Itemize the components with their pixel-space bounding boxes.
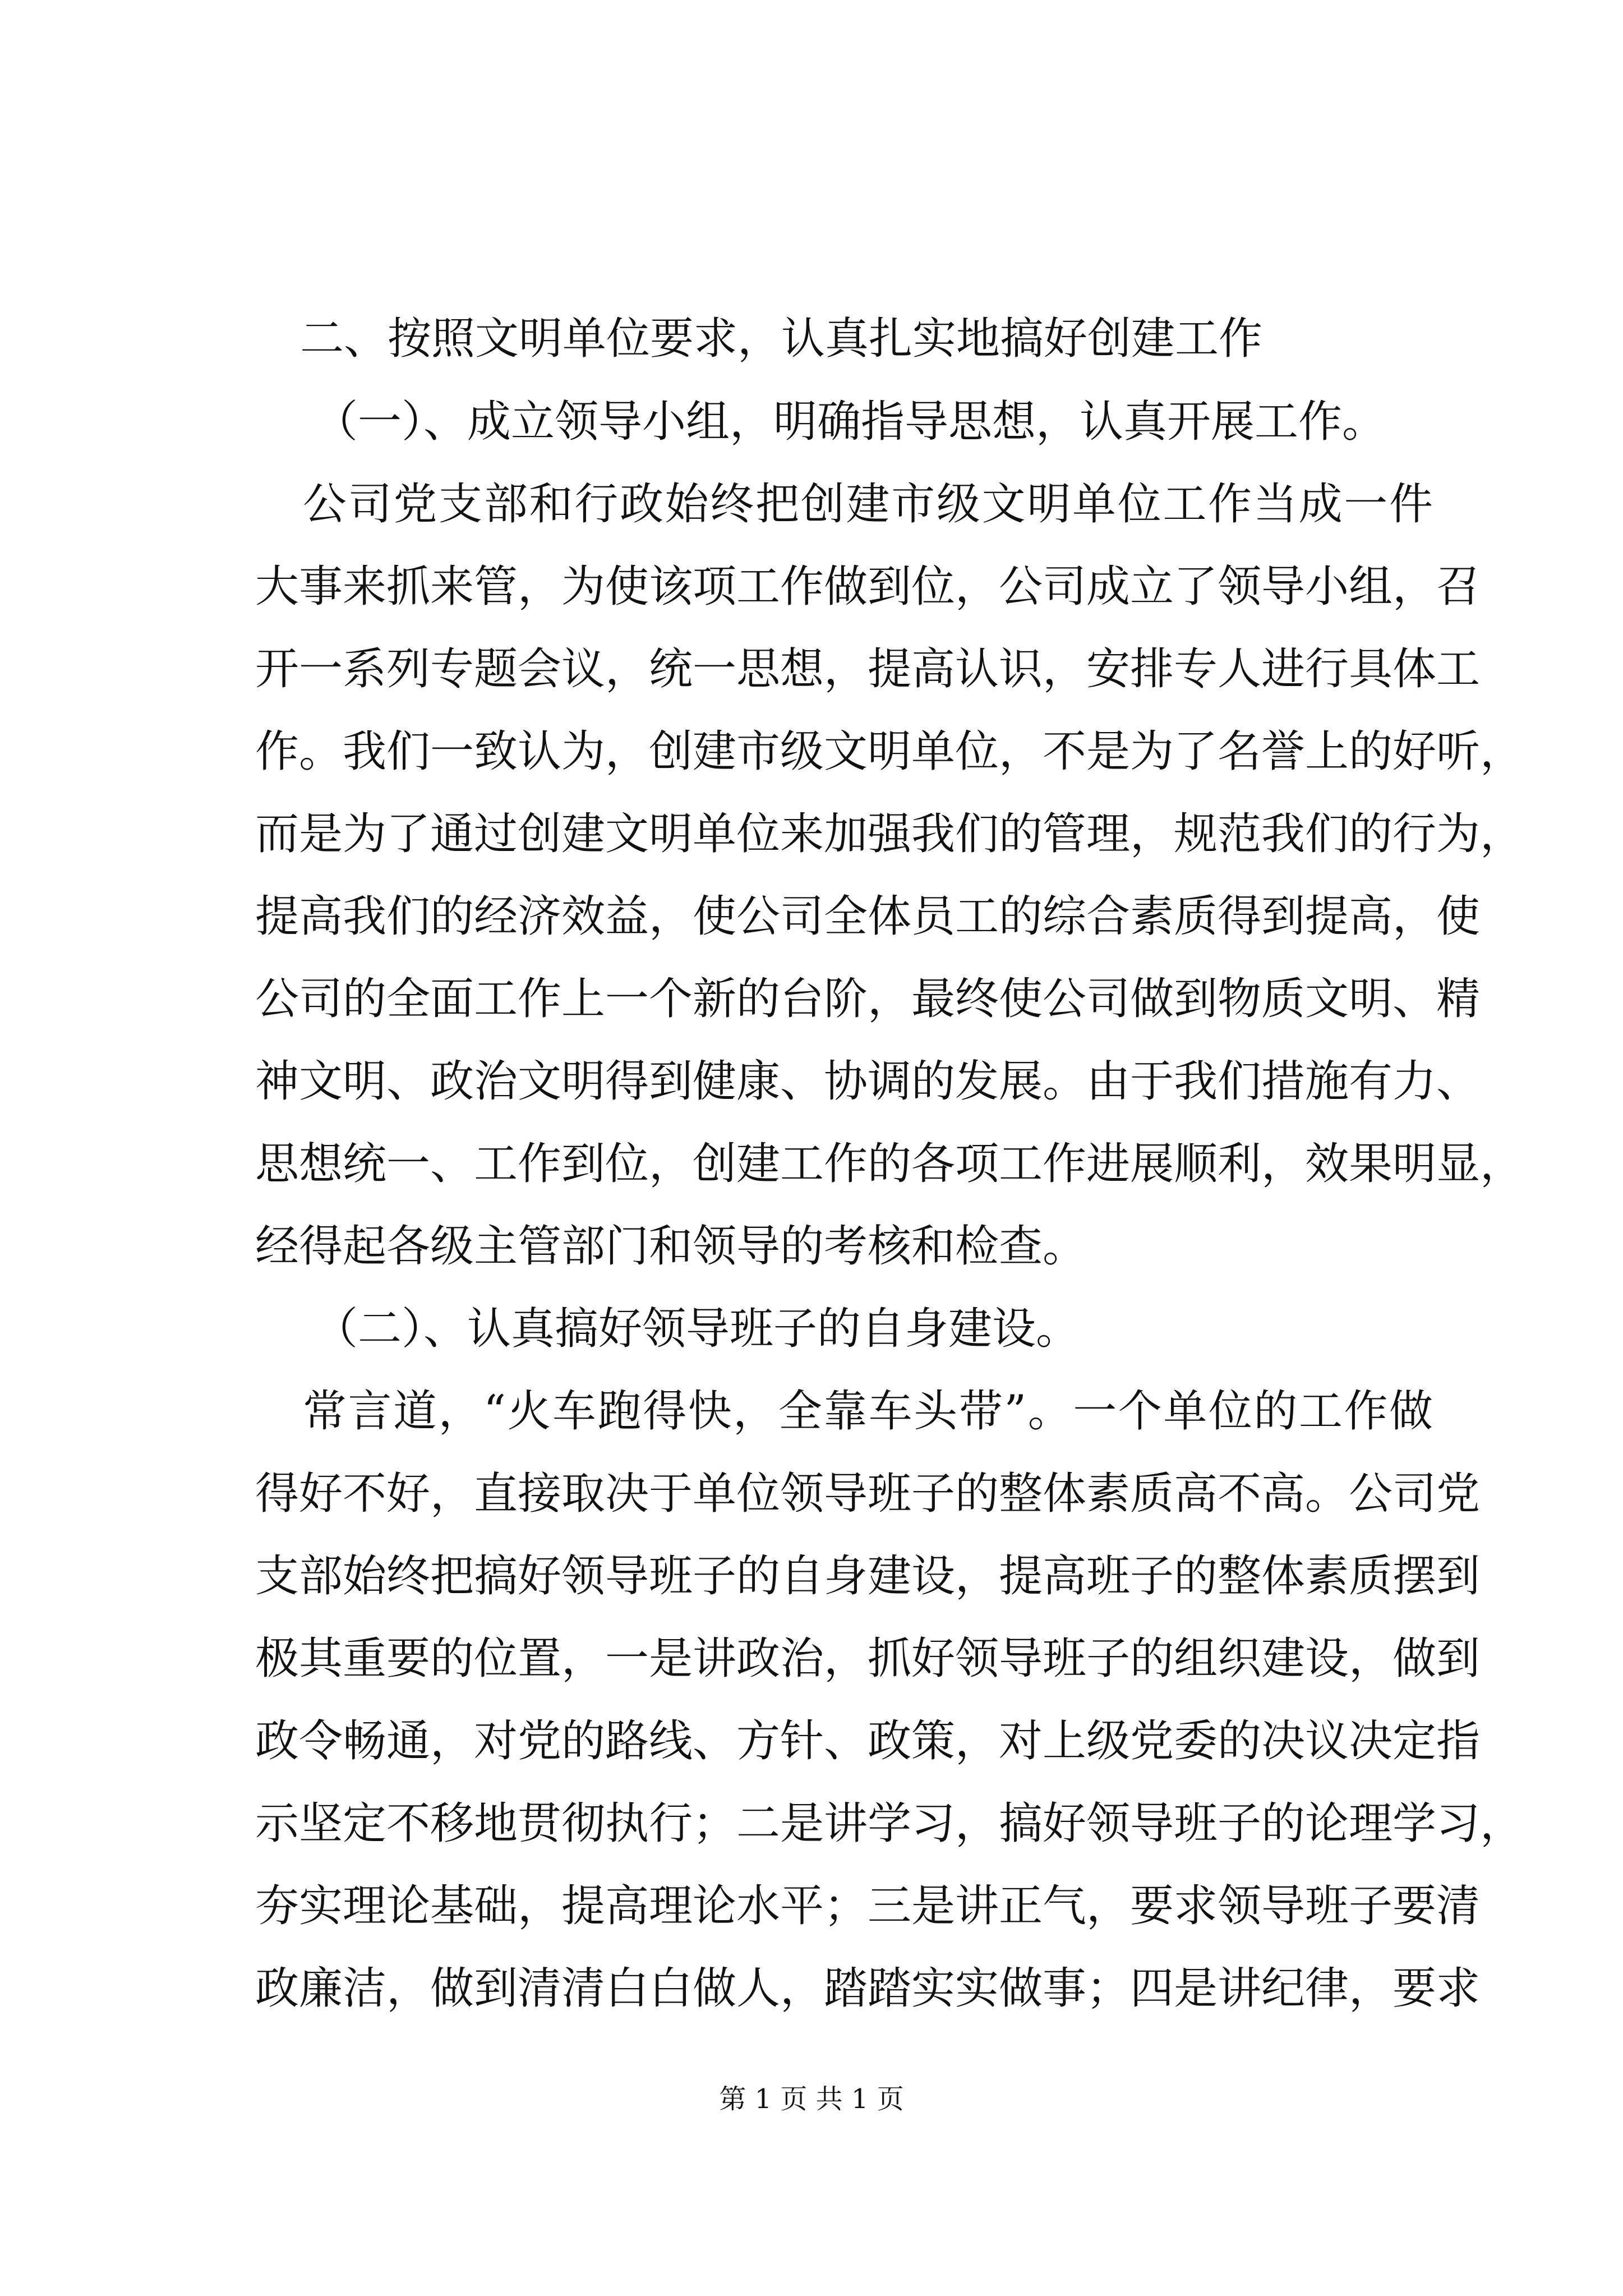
paragraph-line: 提高我们的经济效益，使公司全体员工的综合素质得到提高，使 xyxy=(255,891,1481,942)
paragraph-line: 思想统一、工作到位，创建工作的各项工作进展顺利，效果明显， xyxy=(255,1139,1524,1189)
subsection-heading-1: （一）、成立领导小组，明确指导思想，认真开展工作。 xyxy=(314,397,1386,447)
paragraph-line: 开一系列专题会议，统一思想，提高认识，安排专人进行具体工 xyxy=(255,644,1481,694)
paragraph-line: 公司党支部和行政始终把创建市级文明单位工作当成一件 xyxy=(303,479,1433,530)
page-footer: 第 1 页 共 1 页 xyxy=(719,2083,904,2115)
paragraph-line: 极其重要的位置，一是讲政治，抓好领导班子的组织建设，做到 xyxy=(255,1634,1481,1684)
paragraph-line: 公司的全面工作上一个新的台阶，最终使公司做到物质文明、精 xyxy=(255,974,1481,1024)
paragraph-line: 而是为了通过创建文明单位来加强我们的管理，规范我们的行为， xyxy=(255,809,1524,859)
paragraph-line: 政令畅通，对党的路线、方针、政策，对上级党委的决议决定指 xyxy=(255,1716,1481,1766)
subsection-heading-2: （二）、认真搞好领导班子的自身建设。 xyxy=(314,1304,1080,1354)
paragraph-line: 夯实理论基础，提高理论水平；三是讲正气，要求领导班子要清 xyxy=(255,1881,1481,1931)
paragraph-line: 经得起各级主管部门和领导的考核和检查。 xyxy=(255,1221,1087,1272)
paragraph-line: 示坚定不移地贯彻执行；二是讲学习，搞好领导班子的论理学习， xyxy=(255,1798,1524,1849)
paragraph-line: 支部始终把搞好领导班子的自身建设，提高班子的整体素质摆到 xyxy=(255,1551,1481,1602)
paragraph-line: 得好不好，直接取决于单位领导班子的整体素质高不高。公司党 xyxy=(255,1469,1481,1519)
paragraph-line: 政廉洁，做到清清白白做人，踏踏实实做事；四是讲纪律，要求 xyxy=(255,1963,1481,2014)
section-heading: 二、按照文明单位要求，认真扎实地搞好创建工作 xyxy=(300,314,1263,364)
paragraph-line: 大事来抓来管，为使该项工作做到位，公司成立了领导小组，召 xyxy=(255,562,1481,612)
paragraph-line: 常言道，“火车跑得快，全靠车头带”。一个单位的工作做 xyxy=(303,1386,1433,1437)
paragraph-line: 作。我们一致认为，创建市级文明单位，不是为了名誉上的好听， xyxy=(255,726,1524,777)
paragraph-line: 神文明、政治文明得到健康、协调的发展。由于我们措施有力、 xyxy=(255,1056,1481,1107)
